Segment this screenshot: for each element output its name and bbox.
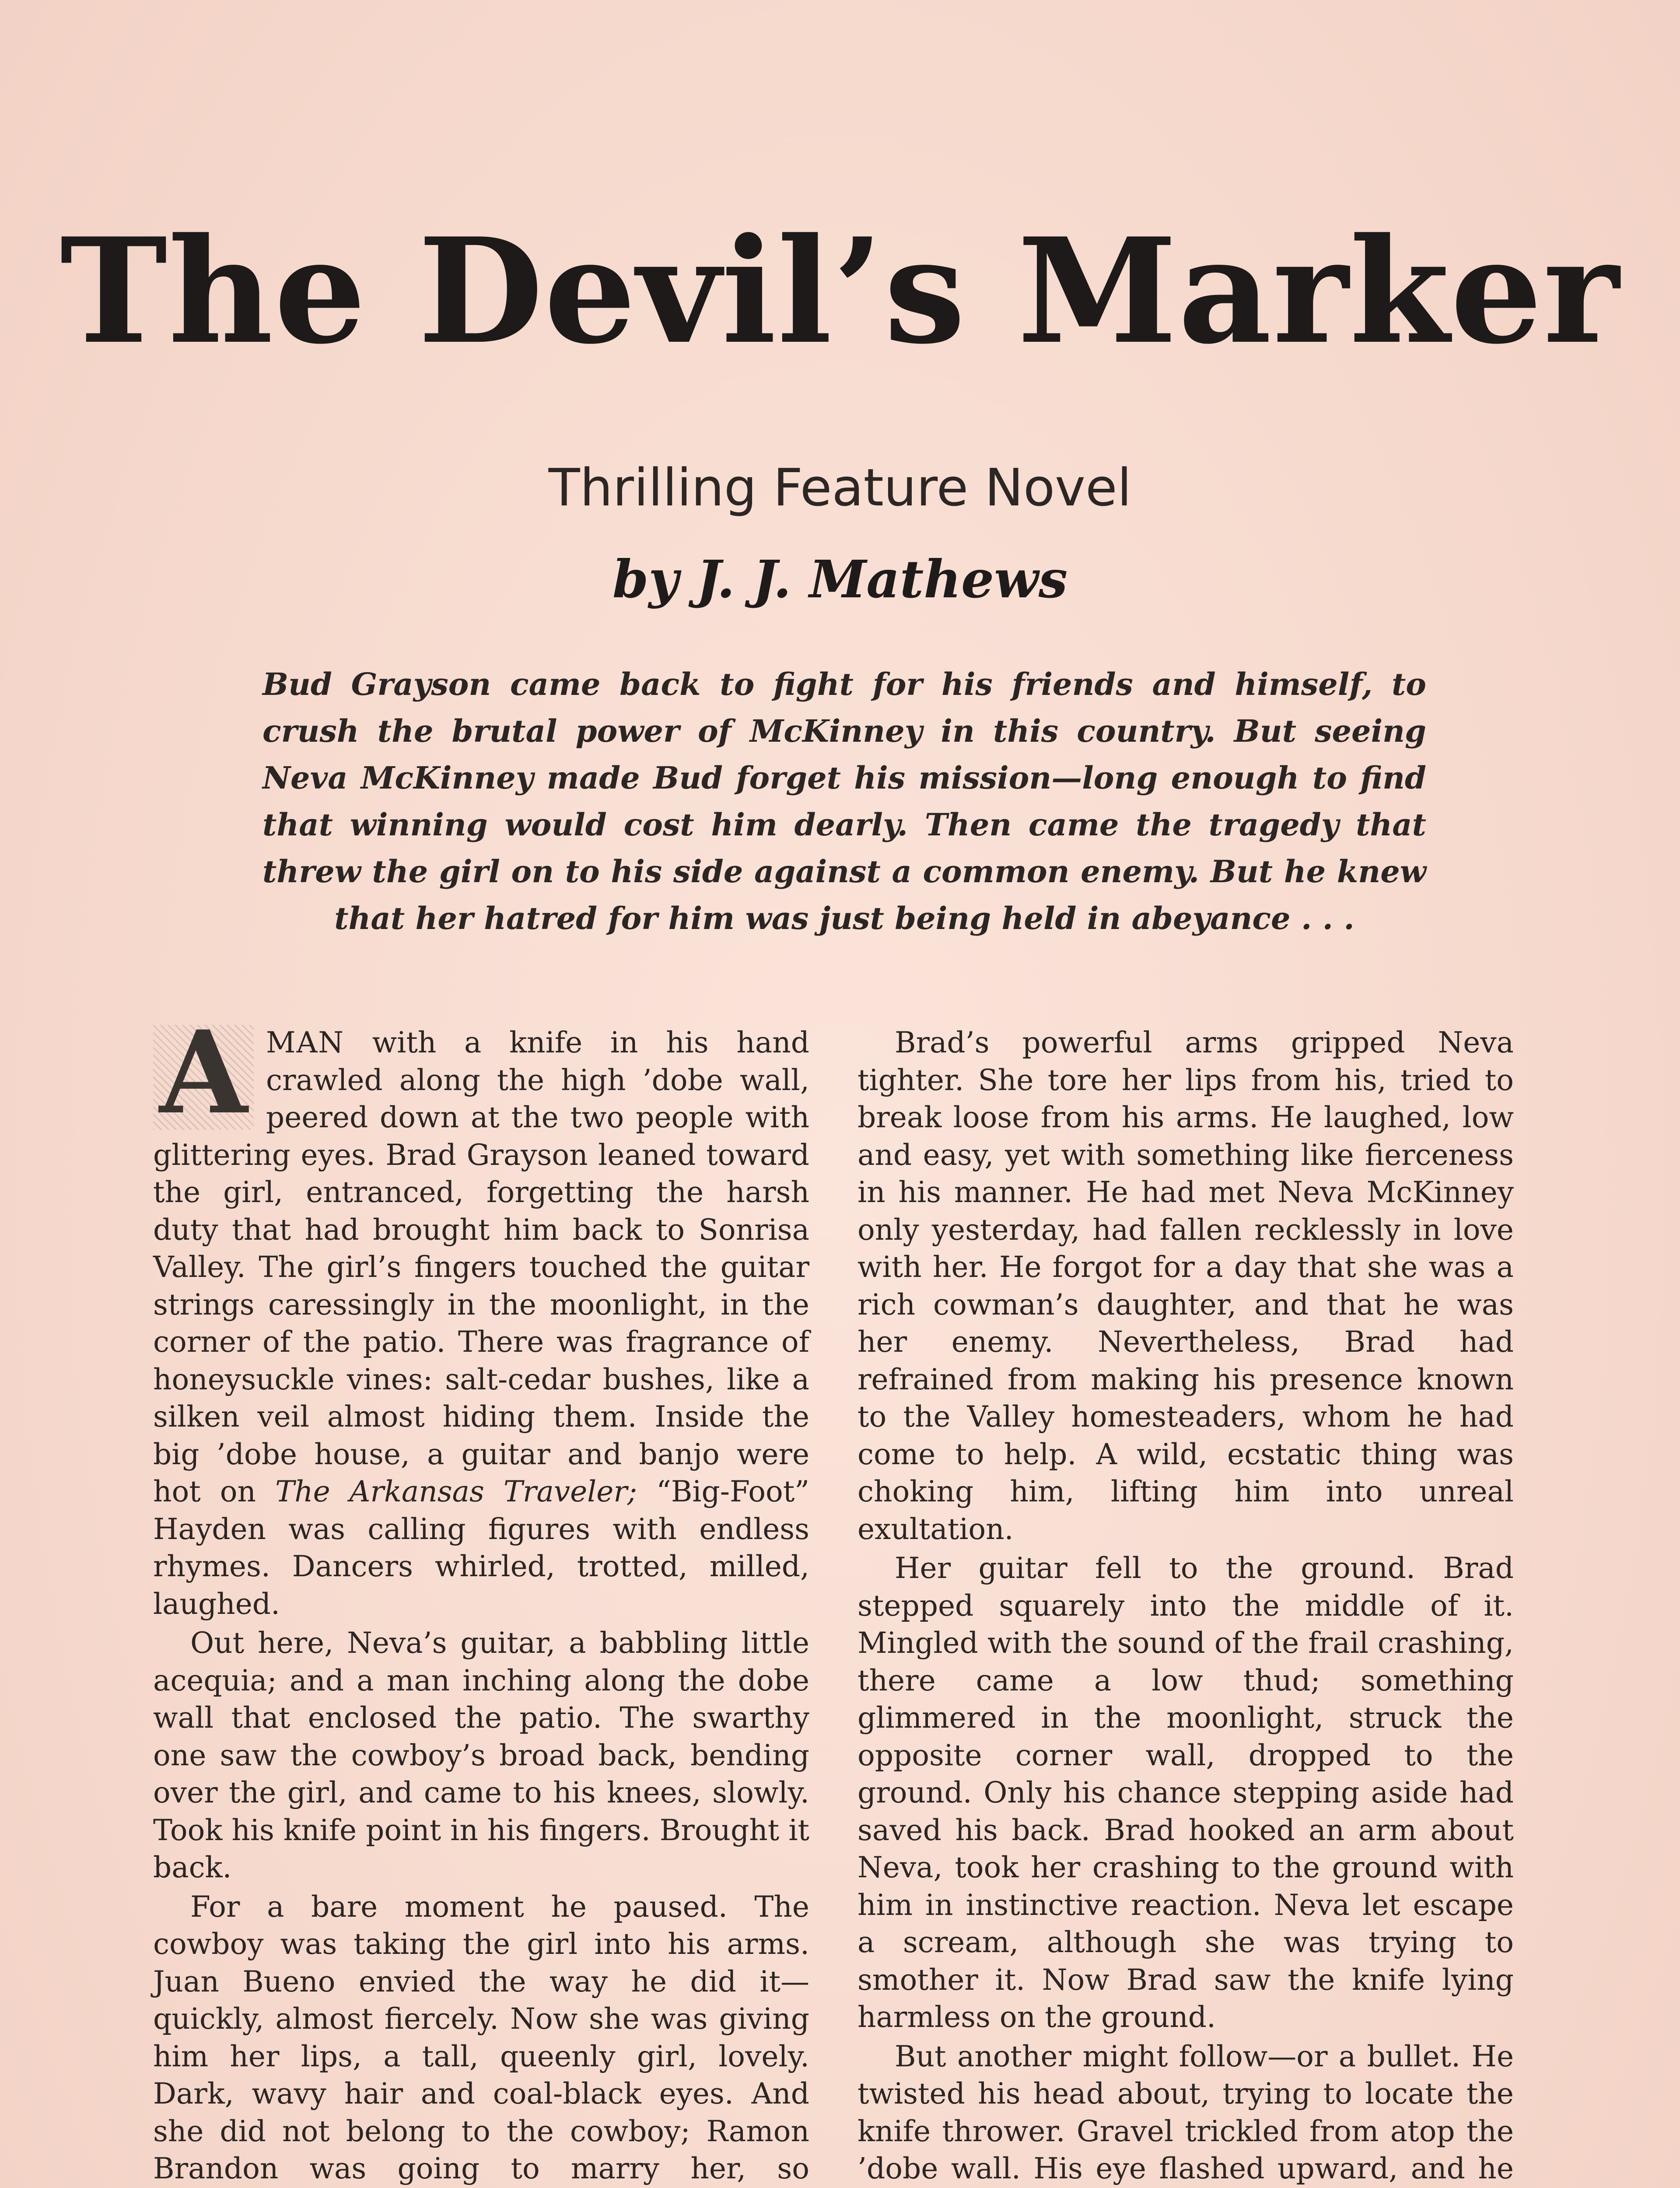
story-subtitle: Thrilling Feature Novel — [548, 457, 1132, 518]
paragraph: Out here, Neva’s guitar, a babbling little acequia; and a man inching along the dobe wall that enclosed the patio. The swarthy one saw the cowboy’s broad back, bending over the girl, and came to his knees, slowly. Took his knife point in his fingers. Brought it back. — [153, 1626, 809, 1884]
left-column — [153, 1006, 809, 2188]
opening-text-end: “Big-Foot” Hayden was calling figures with endless rhymes. Dancers whirled, trotted, milled, laughed. — [153, 1475, 809, 1621]
paragraph: Her guitar fell to the ground. Brad stepped squarely into the middle of it. Mingled with the sound of the frail crashing, there came a low thud; something glimmered in the moonlight, struck the opposite corner wall, dropped to the ground. Only his chance stepping aside had saved his back. Brad hooked an arm about Neva, took her crashing to the ground with him in instinctive reaction. Neva let escape a scream, although she was trying to smother it. Now Brad saw the knife lying harmless on the ground. — [858, 1551, 1514, 2034]
story-blurb: Bud Grayson came back to fight for his friends and himself, to crush the brutal power of McKinney in this country. But seeing Neva McKinney made Bud forget his mission—long enough to find that winning would cost him dearly. Then came the tragedy that threw the girl on to his side against a common enemy. But he knew that her hatred for him was just being held in abeyance . . . — [262, 666, 1426, 936]
paragraph: Brad’s powerful arms gripped Neva tighter. She tore her lips from his, tried to break loose from his arms. He laughed, low and easy, yet with something like fierceness in his manner. He had met Neva McKinney only yesterday, had fallen recklessly in love with her. He forgot for a day that she was a rich cowman’s daughter, and that he was her enemy. Nevertheless, Brad had refrained from making his presence known to the Valley homesteaders, whom he had come to help. A wild, ecstatic thing was choking him, lifting him into unreal exultation. — [858, 1026, 1514, 1546]
paragraph: But another might follow—or a bullet. He twisted his head about, trying to locate the knife thrower. Gravel trickled from atop the ’dobe wall. His eye flashed upward, and he — [858, 2039, 1514, 2185]
opening-paragraph — [153, 1006, 809, 1623]
opening-lead-word: MAN — [266, 1026, 344, 1059]
song-title: The Arkansas Traveler; — [275, 1475, 637, 1508]
drop-cap: A — [153, 1025, 254, 1130]
story-title: The Devil’s Marker — [60, 206, 1620, 376]
paragraph: For a bare moment he paused. The cowboy was taking the girl into his arms. Juan Bueno envied the way he did it—quickly, almost fiercely. Now she was giving him her lips, a tall, queenly girl, lovely. Dark, wavy hair and coal-black eyes. And she did not belong to the cowboy; Ramon Brandon was going to marry her, so — [153, 1890, 809, 2185]
author-byline: by J. J. Mathews — [612, 549, 1068, 610]
opening-text: with a knife in his hand crawled along the high ’dobe wall, peered down at the two people with glittering eyes. Brad Grayson leaned toward the girl, entranced, forgetting the harsh duty that had brought him back to Sonrisa Valley. The girl’s fingers touched the guitar strings caressingly in the moonlight, in the corner of the patio. There was fragrance of honeysuckle vines: salt-cedar bushes, like a silken veil almost hiding them. Inside the big ’dobe house, a guitar and banjo were hot on — [153, 1026, 809, 1508]
right-column — [858, 1024, 1514, 2188]
